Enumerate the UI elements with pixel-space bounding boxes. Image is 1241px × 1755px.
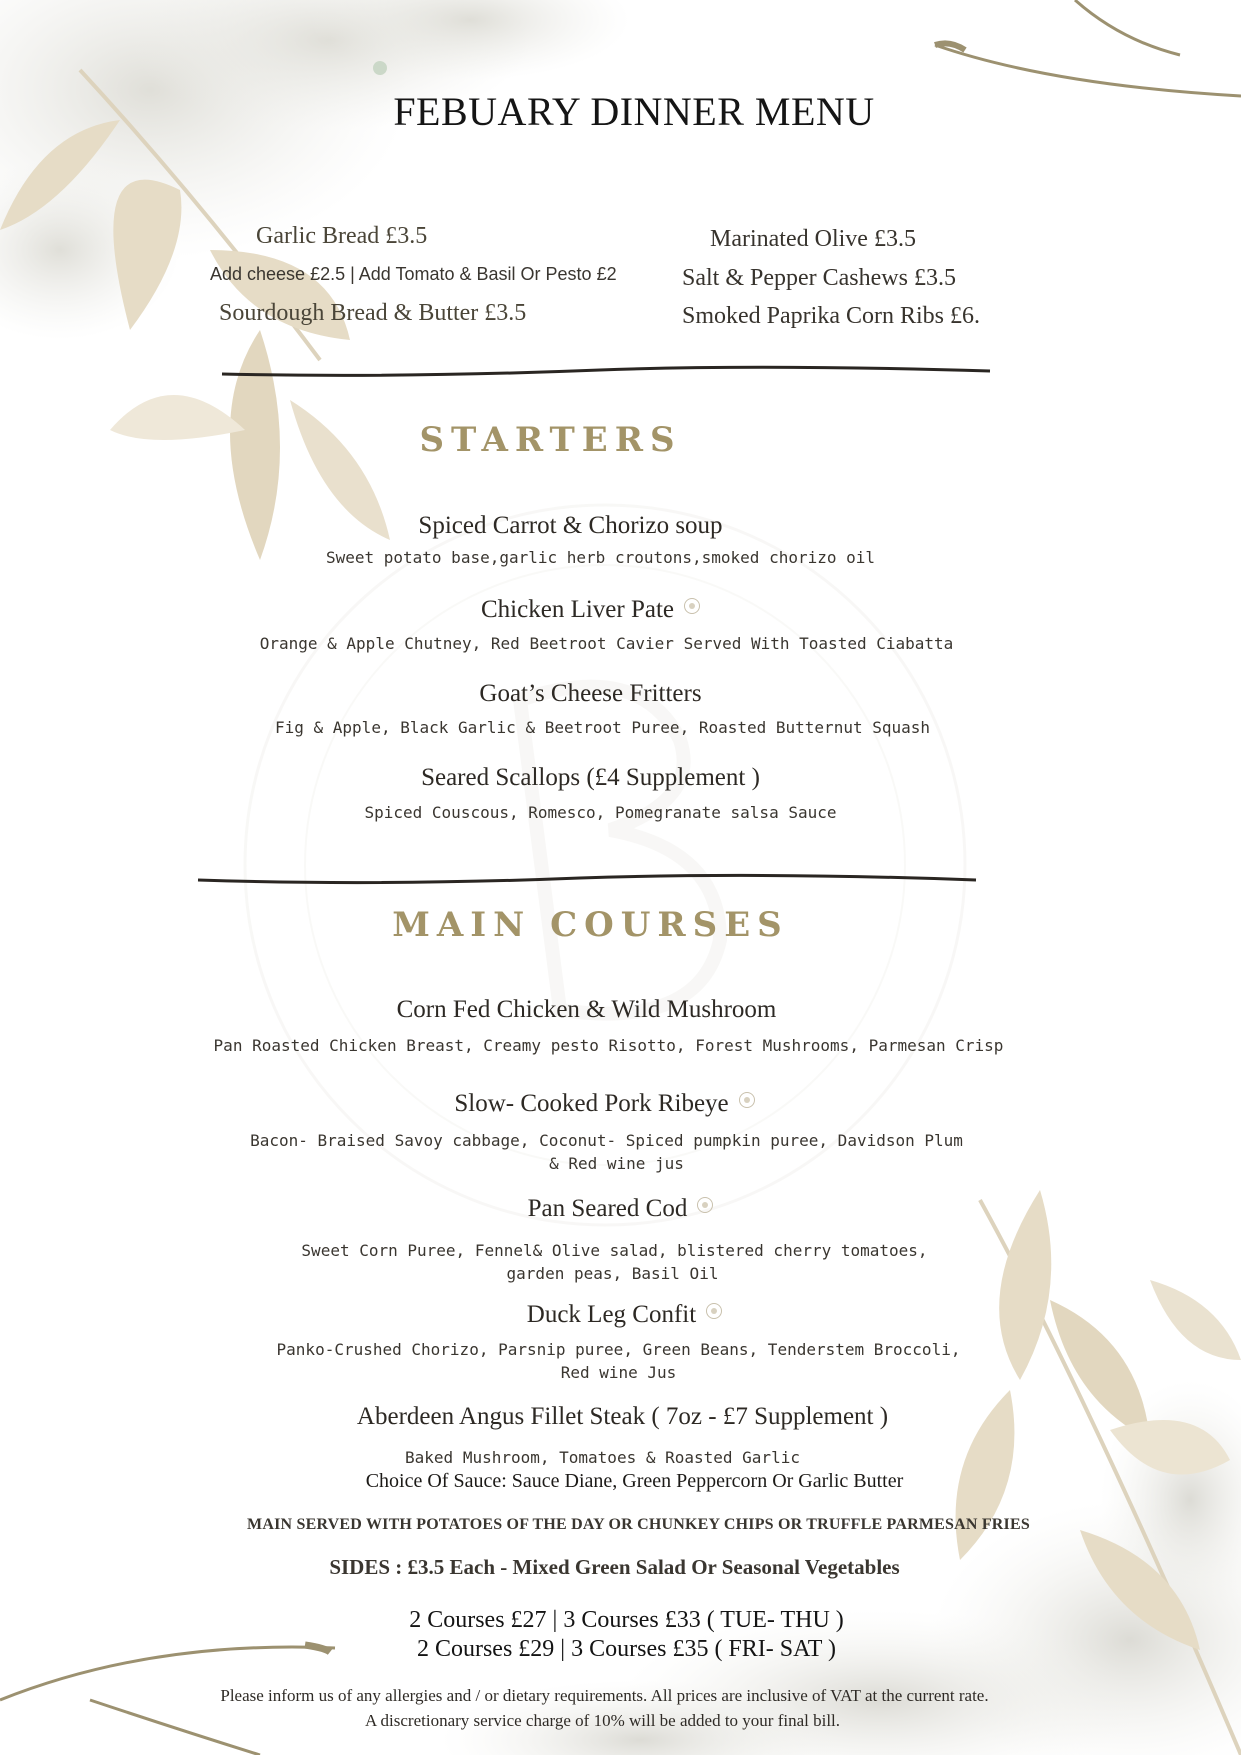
main-name: Corn Fed Chicken & Wild Mushroom [396,996,777,1023]
divider-middle [198,875,976,882]
starter-description: Sweet potato base,garlic herb croutons,smoked chorizo oil [325,548,876,567]
main-description: Panko-Crushed Chorizo, Parsnip puree, Green Beans, Tenderstem Broccoli, [276,1340,961,1359]
main-description: Baked Mushroom, Tomatoes & Roasted Garlic [405,1448,800,1467]
garlic-bread-item: Garlic Bread £3.5 [256,223,428,249]
starter-name: Spiced Carrot & Chorizo soup [418,512,723,539]
main-name: Slow- Cooked Pork Ribeye [454,1090,729,1117]
starter-title-row [0,596,1211,624]
starter-name: Chicken Liver Pate [481,596,674,623]
main-description: & Red wine jus [549,1154,684,1173]
dietary-icon [684,598,700,614]
allergy-note: Please inform us of any allergies and / or dietary requirements. All prices are inclusive of VAT at the current rate. [220,1686,989,1705]
main-description: garden peas, Basil Oil [506,1264,719,1283]
starter-name: Goat’s Cheese Fritters [479,680,702,707]
dietary-icon [706,1303,722,1319]
starters-heading: STARTERS [419,420,682,460]
dietary-icon [739,1092,755,1108]
bread-add-ons: Add cheese £2.5 | Add Tomato & Basil Or Pesto £2 [210,264,617,284]
sides-note: SIDES : £3.5 Each - Mixed Green Salad Or Seasonal Vegetables [329,1555,900,1579]
served-with-note: MAIN SERVED WITH POTATOES OF THE DAY OR CHUNKEY CHIPS OR TRUFFLE PARMESAN FRIES [247,1516,1030,1533]
weekday-pricing: 2 Courses £27 | 3 Courses £33 ( TUE- THU ) [409,1607,844,1633]
main-description: Sweet Corn Puree, Fennel& Olive salad, blistered cherry tomatoes, [301,1241,928,1260]
main-title-row [0,1195,1241,1223]
sauce-choice: Choice Of Sauce: Sauce Diane, Green Peppercorn Or Garlic Butter [365,1470,904,1492]
marinated-olive-item: Marinated Olive £3.5 [710,226,916,252]
main-description: Pan Roasted Chicken Breast, Creamy pesto Risotto, Forest Mushrooms, Parmesan Crisp [213,1036,1004,1055]
main-description: Bacon- Braised Savoy cabbage, Coconut- Spiced pumpkin puree, Davidson Plum [250,1131,963,1150]
divider-top [222,367,990,375]
main-name: Duck Leg Confit [526,1301,697,1328]
dietary-icon [697,1197,713,1213]
weekend-pricing: 2 Courses £29 | 3 Courses £35 ( FRI- SAT ) [416,1636,837,1662]
page-title: FEBUARY DINNER MENU [393,89,875,134]
main-title-row [0,1090,1225,1118]
main-name: Aberdeen Angus Fillet Steak ( 7oz - £7 Supplement ) [356,1403,889,1430]
starter-description: Spiced Couscous, Romesco, Pomegranate salsa Sauce [364,803,837,822]
main-description: Red wine Jus [560,1363,677,1382]
starter-description: Orange & Apple Chutney, Red Beetroot Cavier Served With Toasted Ciabatta [259,634,954,653]
main-name: Pan Seared Cod [527,1195,688,1222]
corn-ribs-item: Smoked Paprika Corn Ribs £6. [682,303,980,329]
swirl-top-right [935,0,1241,96]
starter-description: Fig & Apple, Black Garlic & Beetroot Puree, Roasted Butternut Squash [274,718,931,737]
service-charge-note: A discretionary service charge of 10% will be added to your final bill. [364,1711,841,1730]
cashews-item: Salt & Pepper Cashews £3.5 [682,265,956,291]
starter-name: Seared Scallops (£4 Supplement ) [421,764,760,791]
sourdough-bread-item: Sourdough Bread & Butter £3.5 [219,300,527,326]
main-title-row [4,1301,1241,1329]
main-courses-heading: MAIN COURSES [392,905,789,945]
